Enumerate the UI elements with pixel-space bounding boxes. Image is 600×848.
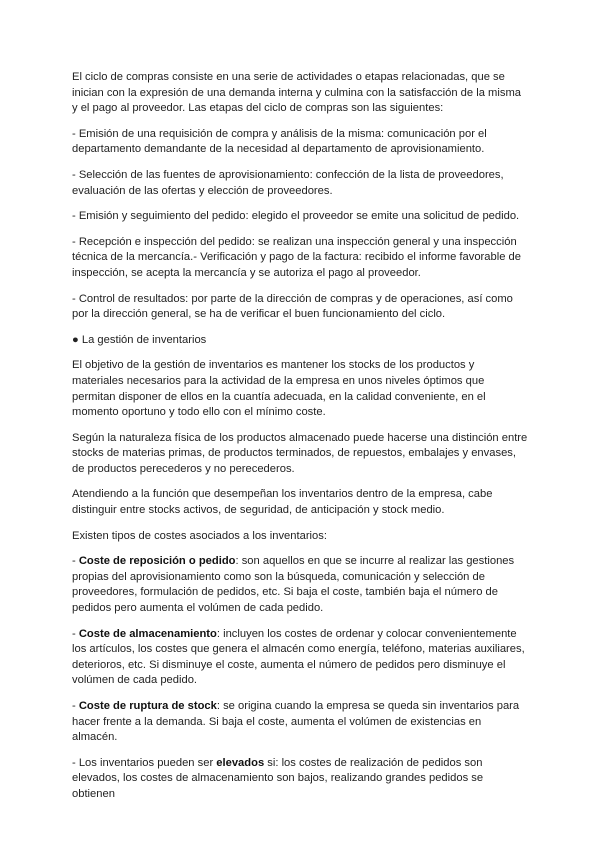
recepcion-text: - Recepción e inspección del pedido: se realizan una inspección general y una inspección técnica de la mercancía.- Verificación y pago de la factura: recibido el informe favorable de inspección, se acepta la mercancía y se autoriza el pago al proveedor. — [72, 235, 521, 279]
list-item-control — [72, 292, 528, 323]
paragraph-objetivo — [72, 358, 528, 420]
tipos-costes-text: Existen tipos de costes asociados a los inventarios: — [72, 529, 327, 542]
dash: - — [72, 627, 79, 640]
dash: - — [72, 555, 79, 568]
list-item-coste-reposicion — [72, 554, 528, 616]
paragraph-tipos-costes — [72, 529, 528, 545]
list-item-coste-almacenamiento — [72, 627, 528, 689]
term-coste-reposicion: Coste de reposición o pedido — [78, 555, 236, 568]
section-heading-inventarios — [72, 333, 528, 349]
coste-reposicion-text: : son aquellos en que se incurre al realizar las gestiones propias del aprovisionamiento como son la búsqueda, comunicación y selección de proveedores, formulación de pedidos, etc. Si baja el coste, también baja el número de pedidos pero aumenta el volúmen de cada pedido. — [72, 555, 515, 615]
funcion-text: Atendiendo a la función que desempeñan los inventarios dentro de la empresa, cabe distinguir entre stocks activos, de seguridad, de anticipación y stock medio. — [72, 488, 493, 517]
term-coste-ruptura: Coste de ruptura de stock — [78, 700, 217, 712]
emision-text: - Emisión y seguimiento del pedido: elegido el proveedor se emite una solicitud de pedido. — [72, 210, 520, 223]
inventarios-elevados-lead: - Los inventarios pueden ser — [72, 756, 217, 769]
intro-text: El ciclo de compras consiste en una serie de actividades o etapas relacionadas, que se inician con la expresión de una demanda interna y culmina con la satisfacción de la misma y el pago al proveedor. Las etapas del ciclo de compras son las siguientes: — [72, 71, 521, 115]
term-coste-almacenamiento: Coste de almacenamiento — [78, 627, 217, 640]
control-text: - Control de resultados: por parte de la dirección de compras y de operaciones, así como por la dirección general, se ha de verificar el buen funcionamiento del ciclo. — [72, 292, 513, 321]
seleccion-text: - Selección de las fuentes de aprovisionamiento: confección de la lista de proveedores, evaluación de las ofertas y elección de proveedores. — [72, 168, 504, 197]
naturaleza-text: Según la naturaleza física de los productos almacenado puede hacerse una distinción entre stocks de materias primas, de productos terminados, de repuestos, embalajes y envases, de productos perecederos y no perecederos. — [72, 431, 528, 475]
heading-text: ● La gestión de inventarios — [72, 333, 207, 346]
list-item-seleccion — [72, 168, 528, 199]
objetivo-text: El objetivo de la gestión de inventarios es mantener los stocks de los productos y materiales necesarios para la actividad de la empresa en unos niveles óptimos que permitan disponer de ellos en la cuantía adecuada, en la calidad conveniente, en el momento oportuno y todo ello con el mínimo coste. — [72, 359, 486, 419]
term-elevados: elevados — [216, 756, 265, 769]
coste-ruptura-text: : se origina cuando la empresa se queda sin inventarios para hacer frente a la demanda. Si baja el coste, aumenta el volúmen de existencias en almacén. — [72, 700, 520, 744]
list-item-emision — [72, 209, 528, 225]
paragraph-naturaleza — [72, 431, 528, 478]
coste-almacenamiento-text: : incluyen los costes de ordenar y colocar convenientemente los artículos, los costes que genera el almacén como energía, teléfono, materias auxiliares, deterioros, etc. Si disminuye el coste, aumenta el número de pedidos pero disminuye el volúmen de cada pedido. — [72, 627, 525, 687]
list-item-requisicion — [72, 127, 528, 158]
dash: - — [72, 700, 79, 712]
inventarios-elevados-text: si: los costes de realización de pedidos son elevados, los costes de almacenamiento son bajos, realizando grandes pedidos se obtienen — [72, 756, 484, 800]
paragraph-funcion — [72, 487, 528, 518]
list-item-recepcion — [72, 235, 528, 282]
list-item-coste-ruptura — [72, 699, 528, 746]
paragraph-intro — [72, 70, 528, 117]
requisicion-text: - Emisión de una requisición de compra y análisis de la misma: comunicación por el departamento demandante de la necesidad al departamento de aprovisionamiento. — [72, 127, 487, 156]
list-item-inventarios-elevados — [72, 756, 528, 803]
